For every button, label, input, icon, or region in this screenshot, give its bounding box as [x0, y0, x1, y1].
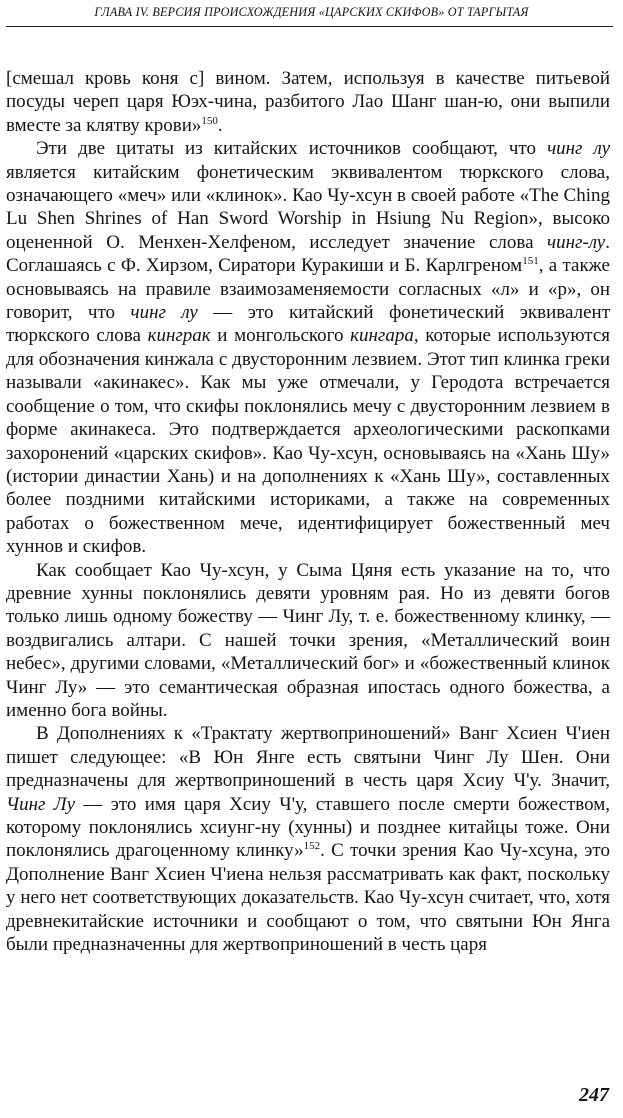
text-run: . Соглашаясь с Ф. Хирзом, Сиратори Куракиши и Б. Карлгреном [6, 231, 610, 277]
text-run: Как сообщает Као Чу-хсун, у Сыма Цяня есть указание на то, что древние хунны поклонялись девяти уровням рая. Но из девяти богов только лишь одному божеству — Чинг Лу, т. е. божественному клинку, — воздвигались алтари. С нашей точки зрения, «Металлический воин небес», другими словами, «Металлический бог» и «божественный клинок Чинг Лу» — это семантическая образная ипостась одного божества, а именно бога войны. [6, 559, 610, 721]
text-run: В Дополнениях к «Трактату жертвоприношений» Ванг Хсиен Ч'иен пишет следующее: «В Юн Янге есть святыни Чинг Лу Шен. Они предназначены для жертвоприношений в честь царя Хсиу Ч'у. Значит, [6, 723, 610, 792]
text-run: — это имя царя Хсиу Ч'у, ставшего после смерти божеством, которому поклонялись хсиунг-ну (хунны) и позднее китайцы тоже. Они поклонялись драгоценному клинку» [6, 793, 611, 862]
italic-term: чинг лу [130, 302, 198, 324]
running-head: ГЛАВА IV. ВЕРСИЯ ПРОИСХОЖДЕНИЯ «ЦАРСКИХ СКИФОВ» ОТ ТАРГЫТАЯ [94, 5, 529, 19]
footnote-ref: 152 [303, 840, 321, 853]
italic-term: кингара [350, 325, 414, 347]
header-rule [6, 26, 613, 27]
text-run: , которые используются для обозначения кинжала с двусторонним лезвием. Этот тип клинка греки называли «акинакес». Как мы уже отмечали, у Геродота встречается сообщение о том, что скифы поклонялись мечу с двусторонним лезвием в форме акинакеса. Это подтверждается археологическими раскопками захоронений «царских скифов». Као Чу-хсун, основываясь на «Хань Шу» (истории династии Хань) и на дополнениях к «Хань Шу», составленных более поздними китайскими историками, а также на современных работах о божественном мече, идентифицирует божественный меч хуннов и скифов. [6, 325, 610, 558]
footnote-ref: 151 [522, 255, 539, 268]
paragraph [6, 137, 610, 558]
paragraph [6, 67, 610, 137]
italic-term: чинг лу [547, 138, 610, 160]
text-run: Эти две цитаты из китайских источников сообщают, что [36, 138, 548, 160]
italic-term: Чинг Лу [6, 793, 76, 815]
italic-term: кинграк [147, 325, 211, 347]
text-run: — это китайский фонетический эквивалент тюркского слова [6, 302, 610, 347]
page-number: 247 [579, 1084, 609, 1106]
body-text [6, 67, 610, 956]
text-run: [смешал кровь коня с] вином. Затем, используя в качестве питьевой посуды череп царя Юэх-чина, разбитого Лао Шанг шан-ю, они выпили вместе за клятву крови» [6, 68, 610, 136]
italic-term: чинг-лу [547, 231, 606, 253]
text-run: . [217, 114, 223, 136]
text-run: , а также основываясь на правиле взаимозаменяемости согласных «л» и «р», он говорит, что [6, 255, 610, 324]
text-run: и монгольского [210, 325, 351, 347]
text-run: является китайским фонетическим эквивалентом тюркского слова, означающего «меч» или «клинок». Као Чу-хсун в своей работе «The Ching Lu Shen Shrines of Han Sword Worship in Hsiung Nu Region», высоко оцененной О. Менхен-Хелфеном, исследует значение слова [6, 161, 610, 253]
footnote-ref: 150 [201, 114, 218, 127]
paragraph [6, 722, 610, 956]
text-run: . С точки зрения Као Чу-хсуна, это Дополнение Ванг Хсиен Ч'иена нельзя рассматривать как факт, поскольку у него нет соответствующих доказательств. Као Чу-хсун считает, что, хотя древнекитайские источники и сообщают о том, что святыни Юн Янга были предназначенны для жертвоприношений в честь царя [6, 840, 610, 956]
paragraph [6, 559, 610, 723]
